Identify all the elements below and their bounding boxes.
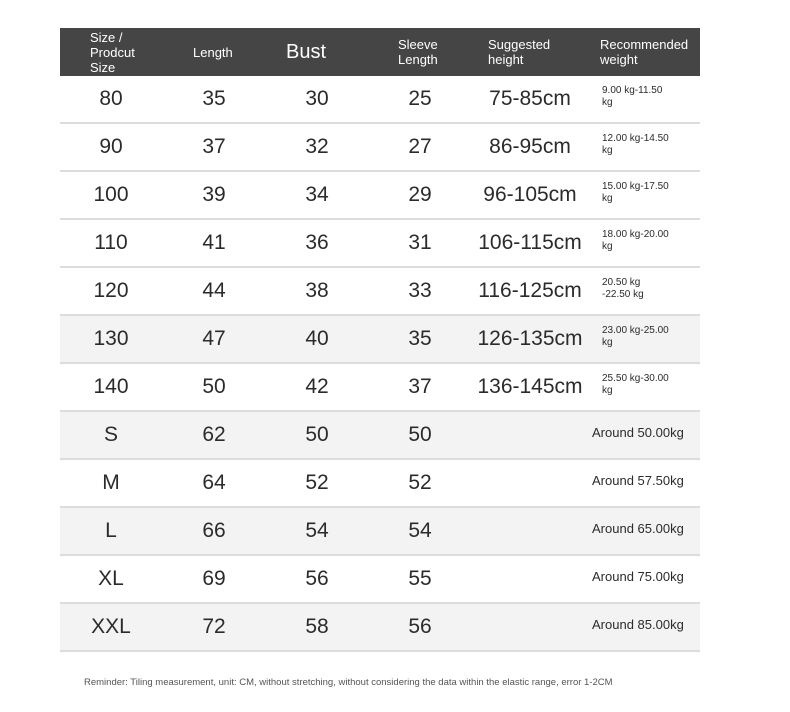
cell-height: 116-125cm (478, 279, 582, 302)
cell-size: XXL (91, 615, 131, 638)
cell-bust: 50 (305, 423, 329, 446)
cell-length: 39 (202, 183, 226, 206)
cell-weight: 20.50 kg -22.50 kg (602, 277, 644, 300)
table-row (60, 172, 700, 220)
cell-height: 75-85cm (489, 87, 571, 110)
header-recommended-weight: Recommended weight (600, 37, 689, 67)
cell-sleeve: 25 (408, 87, 432, 110)
cell-size: XL (98, 567, 124, 590)
cell-weight: Around 65.00kg (592, 521, 684, 536)
header-suggested-height: Suggested height (488, 37, 551, 67)
cell-length: 47 (202, 327, 226, 350)
size-chart-table (60, 28, 700, 652)
cell-sleeve: 27 (408, 135, 432, 158)
table-row (60, 124, 700, 172)
cell-weight: Around 85.00kg (592, 617, 684, 632)
cell-size: 80 (99, 87, 123, 110)
cell-weight: 15.00 kg-17.50 kg (602, 181, 669, 204)
cell-bust: 56 (305, 567, 329, 590)
table-row (60, 316, 700, 364)
cell-sleeve: 37 (408, 375, 432, 398)
table-row (60, 508, 700, 556)
table-row (60, 556, 700, 604)
cell-length: 62 (202, 423, 226, 446)
cell-sleeve: 52 (408, 471, 432, 494)
cell-length: 35 (202, 87, 226, 110)
cell-weight: 23.00 kg-25.00 kg (602, 325, 669, 348)
cell-height: 86-95cm (489, 135, 571, 158)
cell-length: 66 (202, 519, 226, 542)
cell-bust: 30 (305, 87, 329, 110)
cell-size: L (105, 519, 117, 542)
cell-size: 110 (94, 231, 128, 254)
cell-bust: 58 (305, 615, 329, 638)
cell-bust: 52 (305, 471, 329, 494)
table-row (60, 364, 700, 412)
cell-bust: 34 (305, 183, 329, 206)
table-row (60, 604, 700, 652)
header-size: Size / Prodcut Size (90, 29, 135, 75)
cell-length: 50 (202, 375, 226, 398)
cell-length: 72 (202, 615, 226, 638)
table-header-row (60, 28, 700, 76)
cell-weight: 18.00 kg-20.00 kg (602, 229, 669, 252)
cell-bust: 42 (305, 375, 329, 398)
cell-size: 120 (93, 279, 129, 302)
cell-size: 90 (99, 135, 123, 158)
cell-weight: 25.50 kg-30.00 kg (602, 373, 669, 396)
cell-height: 96-105cm (483, 183, 577, 206)
cell-sleeve: 56 (408, 615, 432, 638)
cell-weight: 9.00 kg-11.50 kg (602, 85, 663, 108)
header-sleeve-length: Sleeve Length (398, 37, 438, 67)
table-row (60, 460, 700, 508)
cell-height: 106-115cm (478, 231, 582, 254)
header-bust: Bust (286, 40, 327, 63)
measurement-reminder: Reminder: Tiling measurement, unit: CM, without stretching, without considering the data within the elastic range, error 1-2CM (84, 677, 613, 688)
cell-length: 44 (202, 279, 226, 302)
cell-length: 41 (202, 231, 226, 254)
cell-bust: 40 (305, 327, 329, 350)
cell-size: S (103, 423, 118, 446)
cell-size: 130 (93, 327, 129, 350)
cell-sleeve: 31 (408, 231, 432, 254)
cell-bust: 38 (305, 279, 329, 302)
cell-sleeve: 50 (408, 423, 432, 446)
cell-weight: Around 75.00kg (592, 569, 684, 584)
table-row (60, 76, 700, 124)
cell-weight: Around 57.50kg (592, 473, 684, 488)
cell-bust: 32 (305, 135, 329, 158)
cell-bust: 36 (305, 231, 329, 254)
cell-sleeve: 54 (408, 519, 432, 542)
cell-bust: 54 (305, 519, 329, 542)
cell-length: 69 (202, 567, 226, 590)
cell-sleeve: 29 (408, 183, 432, 206)
table-row (60, 220, 700, 268)
cell-length: 37 (202, 135, 226, 158)
cell-weight: 12.00 kg-14.50 kg (602, 133, 669, 156)
table-row (60, 412, 700, 460)
cell-size: M (102, 471, 120, 494)
cell-sleeve: 33 (408, 279, 432, 302)
table-row (60, 268, 700, 316)
header-length: Length (193, 44, 233, 60)
cell-height: 126-135cm (477, 327, 583, 350)
cell-height: 136-145cm (477, 375, 583, 398)
cell-length: 64 (202, 471, 226, 494)
cell-size: 140 (93, 375, 129, 398)
cell-sleeve: 55 (408, 567, 432, 590)
cell-weight: Around 50.00kg (592, 425, 684, 440)
cell-sleeve: 35 (408, 327, 432, 350)
cell-size: 100 (93, 183, 129, 206)
